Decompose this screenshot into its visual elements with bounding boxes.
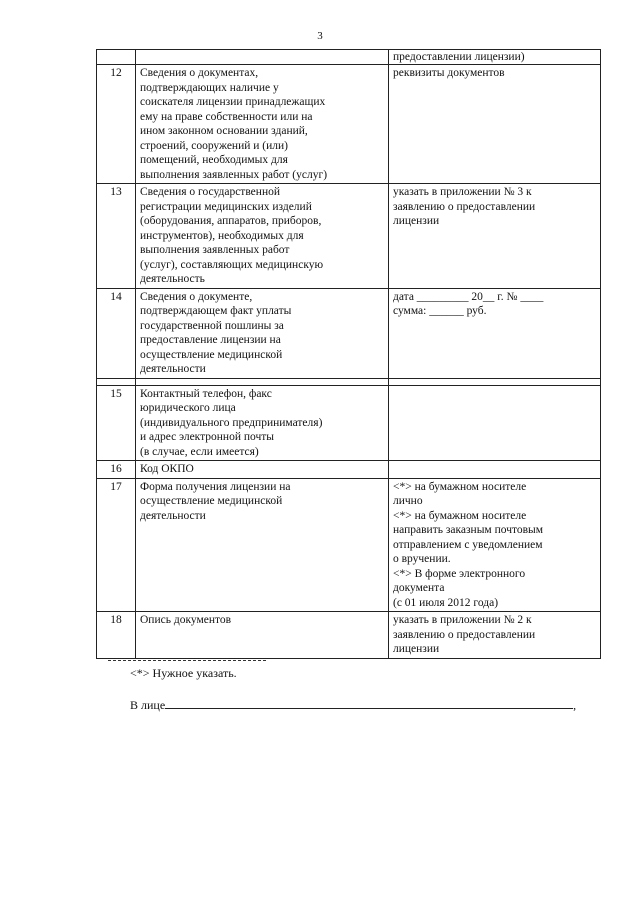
table-row-13 xyxy=(97,184,601,289)
value-line: заявлению о предоставлении xyxy=(393,628,536,641)
value-line: <*> на бумажном носителе xyxy=(393,480,527,493)
description-line: (оборудования, аппаратов, приборов, xyxy=(140,215,322,227)
table-row-12 xyxy=(97,65,601,184)
description-line: (услуг), составляющих медицинскую xyxy=(140,258,324,271)
row-description-cell xyxy=(136,50,389,65)
description-line: Форма получения лицензии на xyxy=(140,480,291,493)
description-line: помещений, необходимых для xyxy=(140,154,288,166)
description-line: ином законном основании зданий, xyxy=(140,125,308,137)
value-line: документа xyxy=(393,582,445,594)
row-number-cell xyxy=(97,50,136,65)
page-number: 3 xyxy=(317,30,323,42)
description-line: деятельность xyxy=(140,273,205,285)
row-value-cell xyxy=(389,478,601,612)
row-number-cell: 16 xyxy=(97,461,136,479)
description-line: государственной пошлины за xyxy=(140,319,284,332)
description-line: инструментов), необходимых для xyxy=(140,229,304,242)
value-line: отправлением с уведомлением xyxy=(393,538,543,551)
description-line: Сведения о документе, xyxy=(140,290,253,303)
row-value-cell xyxy=(389,65,601,184)
in-person-trailing: , xyxy=(573,698,577,712)
value-line: указать в приложении № 3 к xyxy=(393,186,532,198)
row-number-cell: 12 xyxy=(97,65,136,184)
row-number-cell: 17 xyxy=(97,478,136,612)
value-line: лицензии xyxy=(393,643,440,655)
row-description-cell xyxy=(136,612,389,659)
description-line: Код ОКПО xyxy=(140,463,194,475)
description-line: (индивидуального предпринимателя) xyxy=(140,416,323,429)
value-line: о вручении. xyxy=(393,553,451,565)
description-line: подтверждающем факт уплаты xyxy=(140,305,292,317)
description-line: Сведения о государственной xyxy=(140,186,280,198)
value-line: <*> В форме электронного xyxy=(393,567,526,580)
description-line: выполнения заявленных работ (услуг) xyxy=(140,168,328,181)
value-line: указать в приложении № 2 к xyxy=(393,614,532,626)
description-line: ему на праве собственности или на xyxy=(140,110,313,123)
table-row-continuation xyxy=(97,50,601,65)
description-line: осуществление медицинской xyxy=(140,495,283,507)
application-table xyxy=(96,49,601,659)
row-value-cell xyxy=(389,461,601,479)
payment-amount-field: сумма: ______ руб. xyxy=(393,305,487,317)
table-row-spacer xyxy=(97,378,601,385)
row-number-cell xyxy=(97,378,136,385)
table-row-17 xyxy=(97,478,601,612)
value-line: реквизиты документов xyxy=(393,67,505,79)
table-row-15 xyxy=(97,385,601,461)
table-row-14 xyxy=(97,288,601,378)
value-line: <*> на бумажном носителе xyxy=(393,509,527,522)
footnote-divider xyxy=(108,660,266,661)
description-line: подтверждающих наличие у xyxy=(140,81,279,94)
row-number-cell: 14 xyxy=(97,288,136,378)
row-description-cell xyxy=(136,461,389,479)
value-line: лично xyxy=(393,495,423,507)
description-line: осуществление медицинской xyxy=(140,348,283,361)
table-row-18 xyxy=(97,612,601,659)
description-line: соискателя лицензии принадлежащих xyxy=(140,96,326,108)
row-value-cell xyxy=(389,378,601,385)
in-person-line xyxy=(130,697,576,713)
footnote: <*> Нужное указать. xyxy=(130,666,237,680)
row-value-cell xyxy=(389,612,601,659)
row-number-cell: 13 xyxy=(97,184,136,289)
row-value-cell xyxy=(389,288,601,378)
row-description-cell xyxy=(136,385,389,461)
description-line: Сведения о документах, xyxy=(140,67,259,79)
value-line: заявлению о предоставлении xyxy=(393,200,536,213)
value-line: лицензии xyxy=(393,215,440,227)
row-description-cell xyxy=(136,478,389,612)
row-value-cell xyxy=(389,184,601,289)
row-number-cell: 18 xyxy=(97,612,136,659)
in-person-blank-field[interactable] xyxy=(165,697,573,709)
description-line: деятельности xyxy=(140,509,206,522)
row-description-cell xyxy=(136,378,389,385)
description-line: выполнения заявленных работ xyxy=(140,244,290,256)
description-line: Опись документов xyxy=(140,614,232,626)
continuation-text: предоставлении лицензии) xyxy=(393,51,525,63)
value-line: (с 01 июля 2012 года) xyxy=(393,596,499,609)
description-line: предоставление лицензии на xyxy=(140,334,281,346)
description-line: деятельности xyxy=(140,363,206,375)
description-line: юридического лица xyxy=(140,402,236,414)
in-person-label: В лице xyxy=(130,698,166,712)
description-line: Контактный телефон, факс xyxy=(140,387,272,400)
payment-date-field: дата _________ 20__ г. № ____ xyxy=(393,290,544,303)
row-description-cell xyxy=(136,288,389,378)
description-line: и адрес электронной почты xyxy=(140,431,275,443)
table-row-16 xyxy=(97,461,601,479)
row-value-cell xyxy=(389,50,601,65)
value-line: направить заказным почтовым xyxy=(393,524,544,536)
row-number-cell: 15 xyxy=(97,385,136,461)
description-line: строений, сооружений и (или) xyxy=(140,139,289,152)
row-description-cell xyxy=(136,184,389,289)
row-value-cell xyxy=(389,385,601,461)
description-line: регистрации медицинских изделий xyxy=(140,200,312,213)
row-description-cell xyxy=(136,65,389,184)
description-line: (в случае, если имеется) xyxy=(140,445,259,458)
